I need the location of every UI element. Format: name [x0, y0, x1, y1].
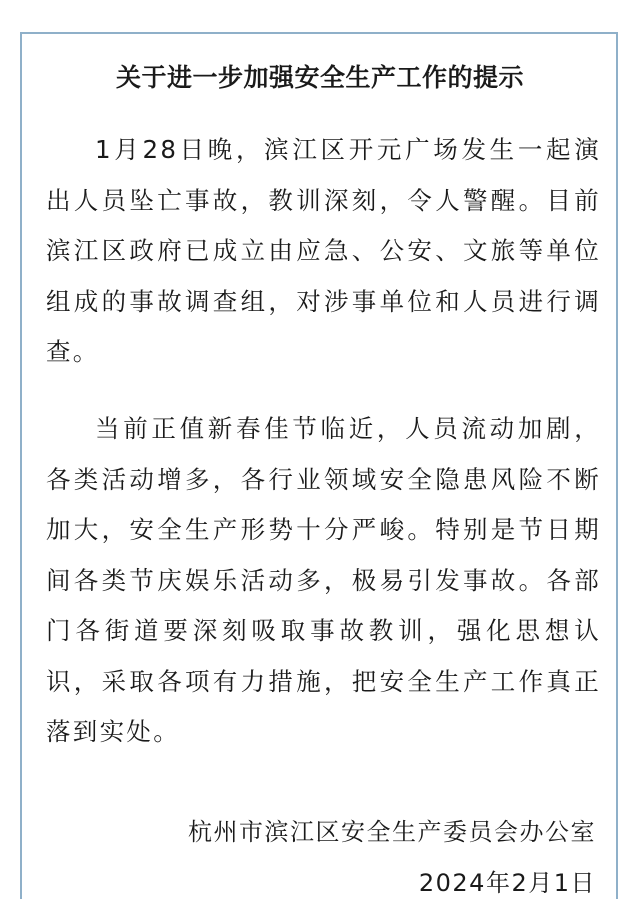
body-paragraph-1: 1月28日晚，滨江区开元广场发生一起演出人员坠亡事故，教训深刻，令人警醒。目前滨江区政府已成立由应急、公安、文旅等单位组成的事故调查组，对涉事单位和人员进行调查。 — [46, 135, 601, 366]
body-paragraph-2: 当前正值新春佳节临近，人员流动加剧，各类活动增多，各行业领域安全隐患风险不断加大，安全生产形势十分严峻。特别是节日期间各类节庆娱乐活动多，极易引发事故。各部门各街道要深刻吸取事故教训，强化思想认识，采取各项有力措施，把安全生产工作真正落到实处。 — [46, 414, 601, 746]
signature-organization: 杭州市滨江区安全生产委员会办公室 — [188, 818, 596, 846]
signature-date: 2024年2月1日 — [418, 869, 596, 897]
document-title: 关于进一步加强安全生产工作的提示 — [115, 63, 524, 92]
